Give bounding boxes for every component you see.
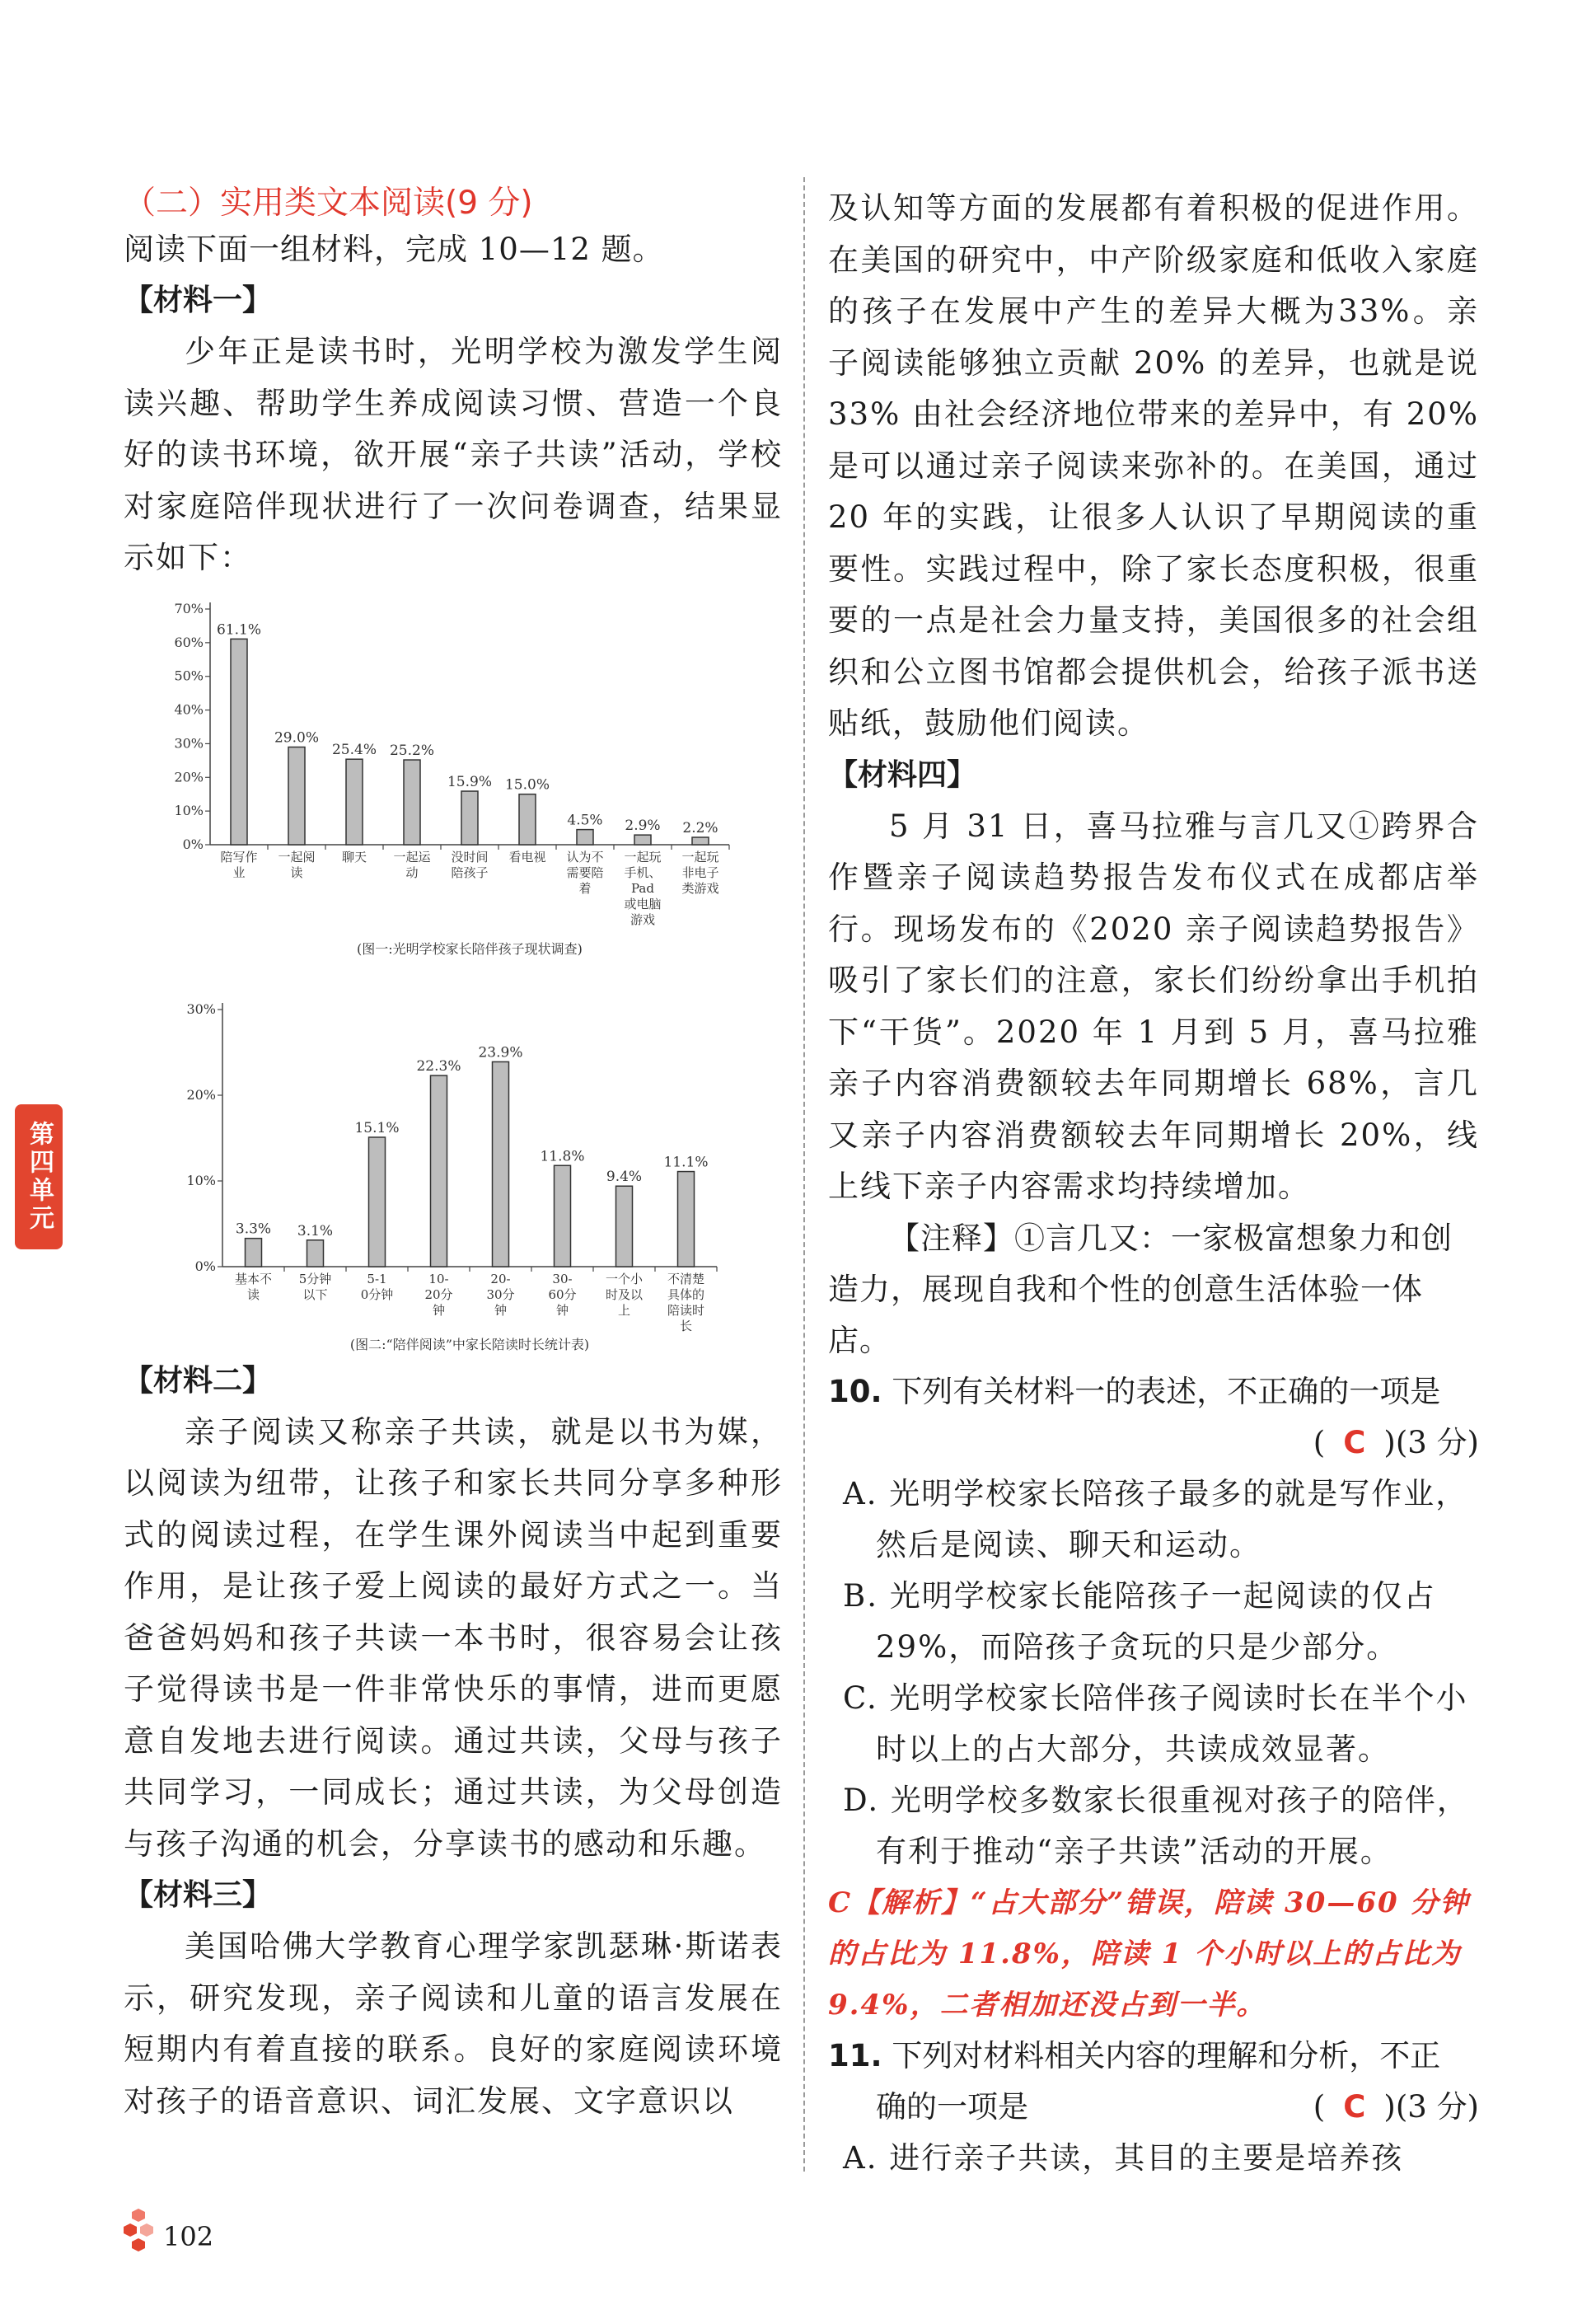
q10-stem-text: 下列有关材料一的表述，不正确的一项是 — [892, 1373, 1441, 1409]
q10-option-c: C. 光明学校家长陪伴孩子阅读时长在半个小时以上的占大部分，共读成效显著。 — [843, 1680, 1468, 1767]
data-label: 15.9% — [447, 773, 493, 790]
page-number: 102 — [163, 2221, 214, 2252]
x-tick-label: 陪写作业 — [220, 849, 258, 880]
x-tick-label: 一起阅读 — [278, 849, 316, 880]
bar — [288, 747, 305, 844]
bar — [634, 835, 651, 845]
material4-text: 5 月 31 日，喜马拉雅与言几又①跨界合作暨亲子阅读趋势报告发布仪式在成都店举行。现场发布的《2020 亲子阅读趋势报告》吸引了家长们的注意，家长们纷纷拿出手机拍下“干货”。2020 年 1 月到 5 月，喜马拉雅亲子内容消费额较去年同期增长 68%，言几又亲子内容消费额较去年同期增长 20%，线上线下亲子内容需求均持续增加。 — [828, 808, 1479, 1204]
q10-option-b: B. 光明学校家长能陪孩子一起阅读的仅占 29%，而陪孩子贪玩的只是少部分。 — [843, 1577, 1436, 1665]
x-tick-label: 看电视 — [508, 849, 546, 864]
x-tick-label: 不清楚具体的陪读时长 — [667, 1271, 705, 1333]
column-divider — [803, 177, 805, 2172]
chart-1 — [124, 591, 750, 986]
data-label: 2.9% — [625, 817, 661, 834]
x-tick-label: 一起玩非电子类游戏 — [681, 849, 719, 896]
q11-stem-line2-row — [828, 2082, 1479, 2133]
q10-answer-line — [828, 1417, 1479, 1469]
q10-stem — [828, 1366, 1479, 1417]
material4-note: 【注释】①言几又：一家极富想象力和创造力，展现自我和个性的创意生活体验一体店。 — [828, 1220, 1453, 1358]
bar — [246, 1238, 262, 1266]
q10-answer-prefix: ( — [1313, 1424, 1326, 1460]
x-tick-label: 5分钟以下 — [298, 1271, 332, 1302]
data-label: 25.4% — [331, 741, 377, 758]
chart-title: (图二:“陪伴阅读”中家长陪读时长统计表) — [349, 1336, 590, 1352]
bar — [555, 1165, 571, 1267]
q10-answer-suffix: )(3 分) — [1383, 1424, 1479, 1460]
data-label: 61.1% — [216, 621, 262, 638]
bar — [577, 829, 593, 844]
material3-heading: 【材料三】 — [124, 1878, 273, 1912]
q11-stem — [828, 2031, 1479, 2082]
data-label: 29.0% — [274, 729, 320, 747]
q10-analysis: C【解析】“占大部分”错误，陪读 30—60 分钟的占比为 11.8%，陪读 1 个小时以上的占比为 9.4%，二者相加还没占到一半。 — [828, 1886, 1470, 2022]
unit-side-tab: 第四单元 — [15, 1104, 63, 1249]
bar — [616, 1186, 633, 1267]
bar — [404, 760, 420, 845]
data-label: 2.2% — [682, 819, 718, 836]
y-tick-label: 30% — [186, 1000, 216, 1017]
q11-stem-line2: 确的一项是 — [876, 2088, 1028, 2125]
x-tick-label: 基本不读 — [234, 1271, 273, 1302]
q10-option-a: A. 光明学校家长陪孩子最多的就是写作业，然后是阅读、聊天和运动。 — [843, 1475, 1468, 1563]
left-column — [124, 183, 783, 2127]
bar — [346, 759, 363, 845]
y-tick-label: 10% — [186, 1172, 216, 1188]
y-tick-label: 10% — [174, 802, 204, 818]
x-tick-label: 认为不需要陪着 — [566, 849, 604, 896]
q10-answer: C — [1343, 1424, 1366, 1460]
material1-text: 少年正是读书时，光明学校为激发学生阅读兴趣、帮助学生养成阅读习惯、营造一个良好的读书环境，欲开展“亲子共读”活动，学校对家庭陪伴现状进行了一次问卷调查，结果显示如下： — [124, 334, 783, 575]
data-label: 4.5% — [567, 812, 603, 829]
data-label: 3.1% — [297, 1222, 334, 1239]
x-tick-label: 5-1 0分钟 — [360, 1271, 394, 1302]
bar — [692, 837, 709, 845]
bar — [231, 639, 247, 845]
q11-stem-line1: 下列对材料相关内容的理解和分析，不正 — [892, 2037, 1441, 2073]
y-tick-label: 30% — [174, 734, 204, 751]
data-label: 11.1% — [663, 1154, 709, 1171]
material1-heading: 【材料一】 — [124, 283, 273, 317]
y-tick-label: 0% — [194, 1258, 216, 1274]
bar — [431, 1075, 447, 1267]
y-tick-label: 20% — [174, 768, 204, 785]
bar — [493, 1061, 509, 1267]
bar — [461, 791, 478, 845]
chart-title: (图一:光明学校家长陪伴孩子现状调查) — [357, 940, 583, 957]
x-tick-label: 10-20分钟 — [424, 1271, 453, 1318]
material2-text: 亲子阅读又称亲子共读，就是以书为媒，以阅读为纽带，让孩子和家长共同分享多种形式的阅读过程，在学生课外阅读当中起到重要作用，是让孩子爱上阅读的最好方式之一。当爸爸妈妈和孩子共读一本书时，很容易会让孩子觉得读书是一件非常快乐的事情，进而更愿意自发地去进行阅读。通过共读，父母与孩子共同学习，一同成长；通过共读，为父母创造与孩子沟通的机会，分享读书的感动和乐趣。 — [124, 1413, 783, 1862]
data-label: 15.0% — [504, 776, 550, 794]
q11-answer: C — [1343, 2088, 1366, 2125]
x-tick-label: 20-30分钟 — [486, 1271, 515, 1318]
x-tick-label: 没时间陪孩子 — [451, 849, 489, 880]
q11-answer-suffix: )(3 分) — [1383, 2088, 1479, 2125]
data-label: 15.1% — [354, 1119, 400, 1136]
x-tick-label: 聊天 — [341, 849, 367, 864]
x-tick-label: 一起玩手机、 Pad 或电脑游戏 — [624, 849, 662, 927]
data-label: 9.4% — [606, 1168, 643, 1185]
y-tick-label: 50% — [174, 668, 204, 684]
q11-option-a: A. 进行亲子共读，其目的主要是培养孩 — [843, 2139, 1404, 2176]
material3-text-right: 及认知等方面的发展都有着积极的促进作用。在美国的研究中，中产阶级家庭和低收入家庭的孩子在发展中产生的差异大概为33%。亲子阅读能够独立贡献 20% 的差异，也就是说 33% 由社会经济地位带来的差异中，有 20% 是可以通过亲子阅读来弥补的。在美国，通过 20 年的实践，让很多人认识了早期阅读的重要性。实践过程中，除了家长态度积极，很重要的一点是社会力量支持，美国很多的社会组织和公立图书馆都会提供机会，给孩子派书送贴纸，鼓励他们阅读。 — [828, 190, 1479, 741]
right-column — [828, 183, 1479, 2184]
y-tick-label: 20% — [186, 1086, 216, 1103]
bar — [678, 1171, 695, 1266]
x-tick-label: 30-60分钟 — [548, 1271, 577, 1318]
bar — [307, 1239, 324, 1266]
data-label: 23.9% — [478, 1043, 523, 1061]
x-tick-label: 一个小时及以上 — [605, 1271, 644, 1318]
bar — [369, 1136, 386, 1266]
material3-text-left: 美国哈佛大学教育心理学家凯瑟琳·斯诺表示，研究发现，亲子阅读和儿童的语言发展在短期内有着直接的联系。良好的家庭阅读环境对孩子的语音意识、词汇发展、文字意识以 — [124, 1928, 783, 2119]
q10-number: 10. — [828, 1373, 882, 1409]
y-tick-label: 0% — [182, 836, 204, 852]
data-label: 3.3% — [235, 1221, 272, 1238]
y-tick-label: 40% — [174, 701, 204, 718]
data-label: 11.8% — [540, 1147, 585, 1164]
y-tick-label: 60% — [174, 634, 204, 650]
section-title: （二）实用类文本阅读(9 分) — [124, 185, 533, 222]
material4-heading: 【材料四】 — [828, 757, 977, 792]
data-label: 25.2% — [389, 742, 435, 759]
q11-number: 11. — [828, 2037, 882, 2073]
q11-answer-prefix: ( — [1313, 2088, 1326, 2125]
x-tick-label: 一起运动 — [393, 849, 431, 880]
bar — [519, 794, 536, 844]
material2-heading: 【材料二】 — [124, 1363, 273, 1398]
instruction: 阅读下面一组材料，完成 10—12 题。 — [124, 232, 664, 267]
q10-option-d: D. 光明学校多数家长很重视对孩子的陪伴，有利于推动“亲子共读”活动的开展。 — [843, 1782, 1469, 1869]
page-number-dots-icon — [122, 2209, 163, 2266]
data-label: 22.3% — [416, 1057, 461, 1075]
y-tick-label: 70% — [174, 600, 204, 616]
chart-2 — [124, 993, 750, 1356]
